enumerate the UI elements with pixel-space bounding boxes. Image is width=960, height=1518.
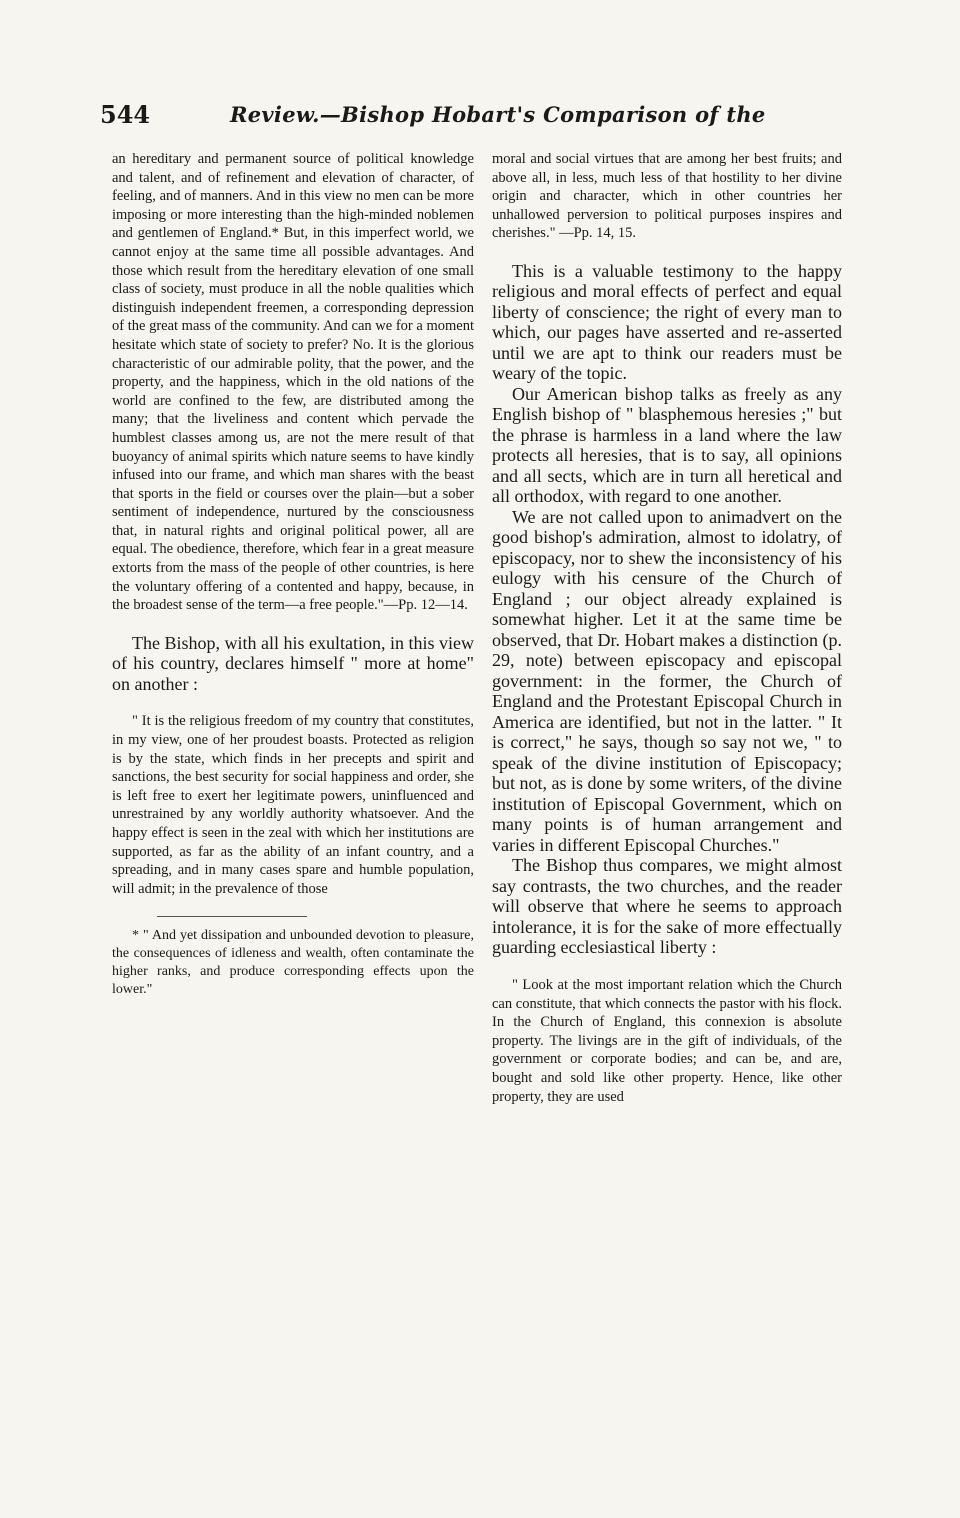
- block-quote: " It is the religious freedom of my country that constitutes, in my view, one of her proudest boasts. Protected as religion is by the state, which finds in her precepts and spirit and sanctions, the best security for social happiness and order, she is left free to exert her legitimate powers, uninfluenced and unrestrained by any worldly authority whatsoever. And the happy effect is seen in the zeal with which her institutions are supported, as far as the ability of an infant country, and a spreading, and in many cases spare and humble population, will admit; in the prevalence of those: [112, 713, 474, 897]
- body-paragraph: The Bishop thus compares, we might almost say contrasts, the two churches, and the reader will observe that where he seems to approach intolerance, it is for the sake of more effectually guarding ecclesiastical liberty :: [492, 855, 842, 958]
- quote-end: moral and social virtues that are among her best fruits; and above all, in less, much less of that hostility to her divine origin and character, which in other countries her unhallowed perversion to political purposes inspires and cherishes." —Pp. 14, 15.: [492, 151, 842, 242]
- quote-continuation: an hereditary and permanent source of political knowledge and talent, and of refinement and elevation of character, of feeling, and of manners. And in this view no men can be more imposing or more interesting than the high-minded noblemen and gentlemen of England.* But, in this imperfect world, we cannot enjoy at the same time all possible advantages. And those which result from the hereditary elevation of one small class of society, must produce in all the noble qualities which distinguish independent freemen, a corresponding depression of the great mass of the community. And can we for a moment hesitate which state of society to prefer? No. It is the glorious characteristic of our admirable polity, that the power, and the property, and the happiness, which in the old nations of the world are confined to the few, are distributed among the many; that the liveliness and content which pervade the humblest classes among us, are not the mere result of that buoyancy of animal spirits which nature seems to have kindly infused into our frame, and which man shares with the beast that sports in the field or courses over the plain—but a sober sentiment of independence, nurtured by the consciousness that, in natural rights and original political power, all are equal. The obedience, therefore, which fear in a great measure extorts from the mass of the people of other countries, is here the voluntary offering of a contented and happy, because, in the broadest sense of the term—a free people."—Pp. 12—14.: [112, 151, 474, 614]
- running-head: Review.—Bishop Hobart's Comparison of the: [230, 102, 766, 127]
- left-column: [112, 150, 474, 999]
- footnote-rule: [157, 916, 307, 917]
- footnote: * " And yet dissipation and unbounded devotion to pleasure, the consequences of idleness and wealth, often contaminate the higher ranks, and produce corresponding effects upon the lower.": [112, 928, 474, 998]
- page-number: 544: [100, 100, 151, 129]
- body-paragraph: Our American bishop talks as freely as any English bishop of " blasphemous heresies ;" but the phrase is harmless in a land where the law protects all heresies, that is to say, all opinions and all sects, which are in turn all heretical and all orthodox, with regard to one another.: [492, 383, 842, 507]
- body-paragraph: This is a valuable testimony to the happy religious and moral effects of perfect and equal liberty of conscience; the right of every man to which, our pages have asserted and re-asserted until we are apt to think our readers must be weary of the topic.: [492, 260, 842, 384]
- block-quote: " Look at the most important relation which the Church can constitute, that which connects the pastor with his flock. In the Church of England, this connexion is absolute property. The livings are in the gift of individuals, of the government or corporate bodies; and can be, and are, bought and sold like other property. Hence, like other property, they are used: [492, 976, 842, 1105]
- right-column: [492, 150, 842, 1106]
- page-header: [100, 100, 860, 140]
- body-paragraph: We are not called upon to animadvert on the good bishop's admiration, almost to idolatry, of episcopacy, nor to shew the inconsistency of his eulogy with his censure of the Church of England ; our object already explained is somewhat higher. Let it at the same time be observed, that Dr. Hobart makes a distinction (p. 29, note) between episcopacy and episcopal government: in the former, the Church of England and the Protestant Episcopal Church in America are identified, but not in the latter. " It is correct," he says, though so say not we, " to speak of the divine institution of Episcopacy; but not, as is done by some writers, of the divine institution of Episcopal Government, which on many points is of human arrangement and varies in different Episcopal Churches.": [492, 506, 842, 855]
- body-paragraph: The Bishop, with all his exultation, in this view of his country, declares himself " more at home" on another :: [112, 632, 474, 694]
